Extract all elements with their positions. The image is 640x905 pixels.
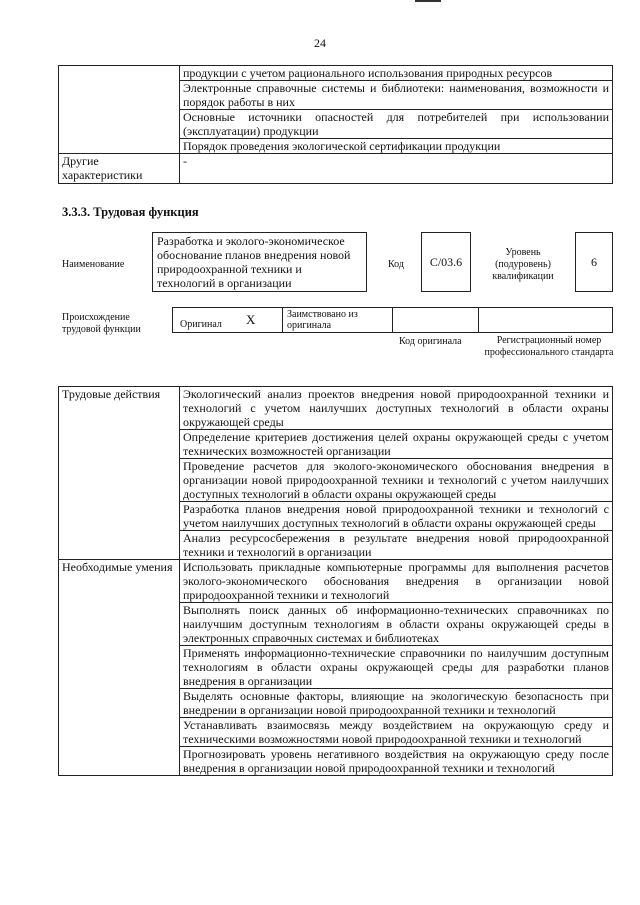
table-cell: Экологический анализ проектов внедрения новой природоохранной техники и технологий с учетом наилучших доступных технологий в области охраны окружающей среды: [180, 387, 613, 430]
table-cell: Основные источники опасностей для потребителей при использовании (эксплуатации) продукции: [180, 110, 613, 139]
table-cell: -: [180, 154, 613, 184]
origin-divider: [392, 307, 393, 333]
function-name-box: Разработка и эколого-экономическое обоснование планов внедрения новой природоохранной техники и технологий в организации: [152, 232, 367, 292]
borrowed-label-text: Заимствовано из оригинала: [287, 309, 358, 331]
top-edge-mark: [415, 0, 441, 2]
code-value-box: С/03.6: [421, 232, 471, 292]
row-label-other: Другие характеристики: [59, 154, 180, 184]
origin-divider: [282, 307, 283, 333]
page-number: 24: [314, 36, 326, 50]
borrowed-label: [287, 309, 377, 331]
origin-label-text: Происхождение трудовой функции: [62, 312, 141, 335]
table-cell: Порядок проведения экологической сертификации продукции: [180, 139, 613, 154]
reg-number-label: Регистрационный номер профессионального стандарта: [484, 335, 614, 358]
code-original-label: Код оригинала: [399, 336, 462, 347]
table-cell: Определение критериев достижения целей охраны окружающей среды с учетом технических возможностей организации: [180, 430, 613, 459]
table-cell: Разработка планов внедрения новой природоохранной техники и технологий с учетом наилучших доступных технологий в области охраны окружающей среды: [180, 502, 613, 531]
table-cell: продукции с учетом рационального использования природных ресурсов: [180, 66, 613, 81]
table-cell: Устанавливать взаимосвязь между воздействием на окружающую среду и техническими возможностями новой природоохранной техники и технологий: [180, 718, 613, 747]
name-label: Наименование: [62, 259, 125, 270]
table-cell: Анализ ресурсосбережения в результате внедрения новой природоохранной техники и технологий в организации: [180, 531, 613, 560]
table-cell: Выполнять поиск данных об информационно-технических справочниках по наилучшим доступным технологиям в области охраны окружающей среды в электронных справочных системах и библиотеках: [180, 603, 613, 646]
table-cell: Использовать прикладные компьютерные программы для выполнения расчетов эколого-экономического обоснования внедрения в организации новой природоохранной техники и технологий: [180, 560, 613, 603]
origin-divider: [478, 307, 479, 333]
section-label-skills: Необходимые умения: [59, 560, 180, 776]
level-value-box: 6: [575, 232, 613, 292]
row-label: [59, 66, 180, 154]
origin-label: [62, 312, 152, 336]
table-cell: Применять информационно-технические справочники по наилучшим доступным технологиям в области охраны окружающей среды для разработки планов внедрения в организации: [180, 646, 613, 689]
code-label: Код: [388, 259, 404, 270]
continuation-table: [58, 65, 613, 184]
function-table: [58, 386, 613, 776]
table-cell: Выделять основные факторы, влияющие на экологическую безопасность при внедрении в организации новой природоохранной техники и технологий: [180, 689, 613, 718]
table-cell: Прогнозировать уровень негативного воздействия на окружающую среду после внедрения в организации новой природоохранной техники и технологий: [180, 747, 613, 776]
section-label-actions: Трудовые действия: [59, 387, 180, 560]
table-cell: Электронные справочные системы и библиотеки: наименования, возможности и порядок работы в них: [180, 81, 613, 110]
original-label: Оригинал: [180, 319, 222, 330]
section-heading: 3.3.3. Трудовая функция: [62, 205, 199, 219]
level-label: Уровень (подуровень) квалификации: [492, 247, 554, 282]
original-mark: Х: [246, 312, 256, 327]
table-cell: Проведение расчетов для эколого-экономического обоснования внедрения в организации новой природоохранной техники и технологий с учетом наилучших доступных технологий в области охраны окружающей среды: [180, 459, 613, 502]
